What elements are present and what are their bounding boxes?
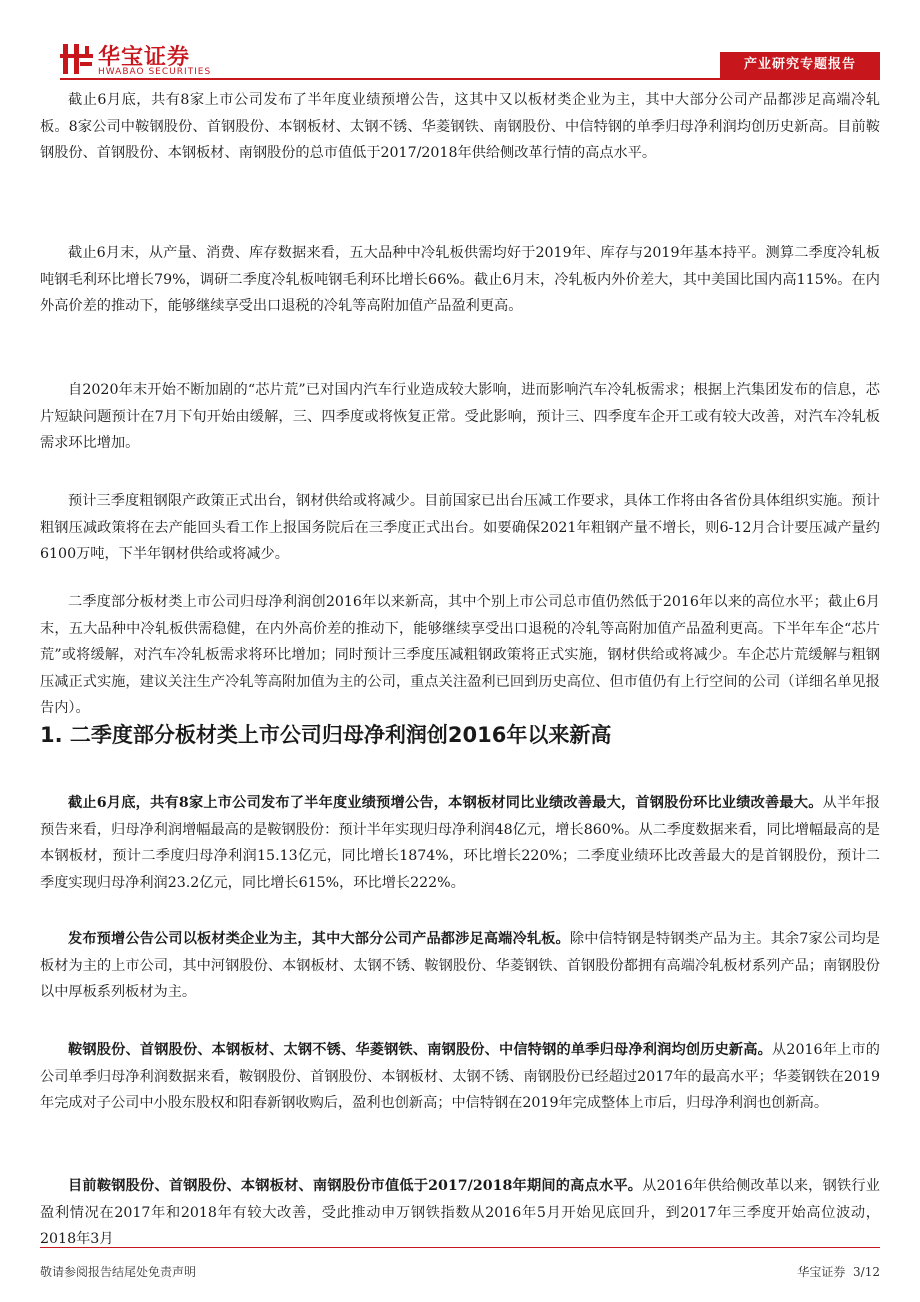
footer-divider — [40, 1247, 880, 1248]
footer-page-info — [797, 1263, 880, 1280]
page-number: 3/12 — [853, 1265, 880, 1279]
paragraph-lead: 发布预增公告公司以板材类企业为主，其中大部分公司产品都涉足高端冷轧板。 — [68, 931, 570, 947]
summary-paragraph-2: 截止6月末，从产量、消费、库存数据来看，五大品种中冷轧板供需均好于2019年、库存与2019年基本持平。测算二季度冷轧板吨钢毛利环比增长79%，调研二季度冷轧板吨钢毛利环比增长66%。截止6月末，冷轧板内外价差大，其中美国比国内高115%。在内外高价差的推动下，能够继续享受出口退税的冷轧等高附加值产品盈利更高。 — [40, 245, 880, 314]
section-heading: 1. 二季度部分板材类上市公司归母净利润创2016年以来新高 — [40, 723, 612, 747]
section-paragraph-3 — [40, 1037, 880, 1117]
paragraph-lead: 目前鞍钢股份、首钢股份、本钢板材、南钢股份市值低于2017/2018年期间的高点水平。 — [68, 1178, 643, 1194]
paragraph-body: 从2016年供给侧改革以来，钢铁行业盈利情况在2017年和2018年有较大改善，受此推动申万钢铁指数从2016年5月开始见底回升，到2017年三季度开始高位波动，2018年3月 — [40, 1178, 880, 1247]
section-paragraph-1 — [40, 790, 880, 896]
hwabao-logo-icon — [60, 42, 94, 76]
company-logo — [60, 40, 250, 82]
summary-paragraph-1: 截止6月底，共有8家上市公司发布了半年度业绩预增公告，这其中又以板材类企业为主，其中大部分公司产品都涉足高端冷轧板。8家公司中鞍钢股份、首钢股份、本钢板材、太钢不锈、华菱钢铁、南钢股份、中信特钢的单季归母净利润均创历史新高。目前鞍钢股份、首钢股份、本钢板材、南钢股份的总市值低于2017/2018年供给侧改革行情的高点水平。 — [40, 92, 880, 161]
section-paragraph-4 — [40, 1173, 880, 1253]
section-paragraph-2 — [40, 926, 880, 1006]
logo-english-name: HWABAO SECURITIES — [98, 67, 212, 77]
report-type-badge: 产业研究专题报告 — [720, 52, 880, 78]
header-divider — [60, 78, 880, 80]
paragraph-lead: 截止6月底，共有8家上市公司发布了半年度业绩预增公告，本钢板材同比业绩改善最大，首钢股份环比业绩改善最大。 — [68, 795, 823, 811]
page-header — [0, 0, 920, 90]
summary-paragraph-3: 自2020年末开始不断加剧的“芯片荒”已对国内汽车行业造成较大影响，进而影响汽车冷轧板需求；根据上汽集团发布的信息，芯片短缺问题预计在7月下旬开始由缓解，三、四季度或将恢复正常。受此影响，预计三、四季度车企开工或有较大改善，对汽车冷轧板需求环比增加。 — [40, 382, 880, 451]
footer-company: 华宝证券 — [797, 1265, 846, 1279]
footer-disclaimer: 敬请参阅报告结尾处免责声明 — [40, 1265, 197, 1279]
logo-chinese-name: 华宝证券 — [98, 45, 191, 70]
paragraph-body: 从半年报预告来看，归母净利润增幅最高的是鞍钢股份：预计半年实现归母净利润48亿元，增长860%。从二季度数据来看，同比增幅最高的是本钢板材，预计二季度归母净利润15.13亿元，同比增长1874%，环比增长220%；二季度业绩环比改善最大的是首钢股份，预计二季度实现归母净利润23.2亿元，同比增长615%，环比增长222%。 — [40, 795, 880, 891]
summary-paragraph-5: 二季度部分板材类上市公司归母净利润创2016年以来新高，其中个别上市公司总市值仍然低于2016年以来的高位水平；截止6月末，五大品种中冷轧板供需稳健，在内外高价差的推动下，能够继续享受出口退税的冷轧等高附加值产品盈利更高。下半年车企“芯片荒”或将缓解，对汽车冷轧板需求将环比增加；同时预计三季度压减粗钢政策将正式实施，钢材供给或将减少。车企芯片荒缓解与粗钢压减正式实施，建议关注生产冷轧等高附加值为主的公司，重点关注盈利已回到历史高位、但市值仍有上行空间的公司（详细名单见报告内）。 — [40, 594, 880, 716]
paragraph-lead: 鞍钢股份、首钢股份、本钢板材、太钢不锈、华菱钢铁、南钢股份、中信特钢的单季归母净利润均创历史新高。 — [68, 1042, 773, 1058]
summary-paragraph-4: 预计三季度粗钢限产政策正式出台，钢材供给或将减少。目前国家已出台压减工作要求，具体工作将由各省份具体组织实施。预计粗钢压减政策将在去产能回头看工作上报国务院后在三季度正式出台。如要确保2021年粗钢产量不增长，则6-12月合计要压减产量约6100万吨，下半年钢材供给或将减少。 — [40, 493, 880, 562]
paragraph-body: 除中信特钢是特钢类产品为主。其余7家公司均是板材为主的上市公司，其中河钢股份、本钢板材、太钢不锈、鞍钢股份、华菱钢铁、首钢股份都拥有高端冷轧板材系列产品；南钢股份以中厚板系列板材为主。 — [40, 931, 880, 1000]
paragraph-body: 从2016年上市的公司单季归母净利润数据来看，鞍钢股份、首钢股份、本钢板材、太钢不锈、南钢股份已经超过2017年的最高水平；华菱钢铁在2019年完成对子公司中小股东股权和阳春新钢收购后，盈利也创新高；中信特钢在2019年完成整体上市后，归母净利润也创新高。 — [40, 1042, 880, 1111]
